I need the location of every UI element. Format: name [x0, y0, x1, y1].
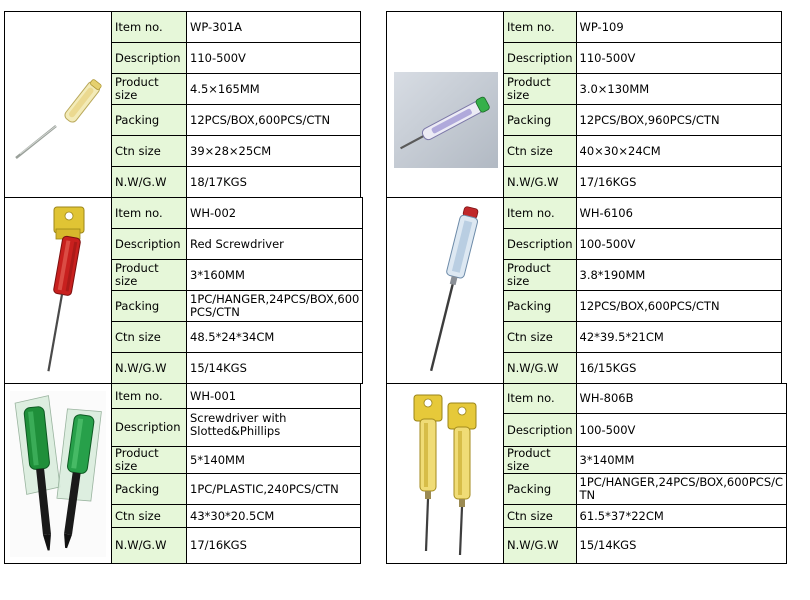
packing-label: Packing	[504, 105, 577, 136]
nw-gw-label: N.W/G.W	[112, 167, 187, 198]
purple-voltage-tester-pen-image	[390, 30, 500, 180]
yellow-tester-pair-on-hangers-image	[390, 389, 500, 559]
nw-gw-label: N.W/G.W	[112, 528, 187, 564]
packing-value: 12PCS/BOX,960PCS/CTN	[576, 105, 781, 136]
product-size-value: 3.0×130MM	[576, 74, 781, 105]
product-size-label: Product size	[504, 260, 577, 291]
packing-label: Packing	[504, 291, 577, 322]
product-size-value: 3*140MM	[576, 447, 787, 474]
ctn-size-label: Ctn size	[504, 136, 577, 167]
packing-label: Packing	[112, 105, 187, 136]
product-image-cell	[5, 12, 112, 198]
ctn-size-value: 61.5*37*22CM	[576, 505, 787, 528]
product-size-value: 5*140MM	[187, 447, 361, 474]
packing-value: 1PC/PLASTIC,240PCS/CTN	[187, 474, 361, 505]
product-block-wh-001	[4, 383, 361, 564]
item-no-label: Item no.	[504, 12, 577, 43]
ctn-size-label: Ctn size	[112, 505, 187, 528]
ctn-size-label: Ctn size	[504, 322, 577, 353]
product-image-cell	[387, 198, 504, 384]
product-block-wh-002	[4, 197, 363, 384]
product-image-cell	[387, 12, 504, 198]
ctn-size-label: Ctn size	[504, 505, 577, 528]
green-screwdriver-pair-image	[8, 389, 108, 559]
item-no-value: WH-806B	[576, 384, 787, 414]
ctn-size-label: Ctn size	[112, 322, 187, 353]
product-size-label: Product size	[112, 74, 187, 105]
product-size-label: Product size	[504, 74, 577, 105]
item-no-value: WH-001	[187, 384, 361, 409]
description-value: 110-500V	[576, 43, 781, 74]
product-block-wh-6106	[386, 197, 782, 384]
nw-gw-label: N.W/G.W	[112, 353, 187, 384]
nw-gw-label: N.W/G.W	[504, 528, 577, 564]
item-no-value: WP-301A	[187, 12, 361, 43]
packing-value: 12PCS/BOX,600PCS/CTN	[187, 105, 361, 136]
description-value: 100-500V	[576, 414, 787, 447]
description-value: Red Screwdriver	[187, 229, 363, 260]
product-image-cell	[5, 384, 112, 564]
product-image-cell	[5, 198, 112, 384]
description-value: 110-500V	[187, 43, 361, 74]
product-size-value: 3*160MM	[187, 260, 363, 291]
item-no-label: Item no.	[504, 384, 577, 414]
product-size-label: Product size	[112, 260, 187, 291]
description-value: 100-500V	[576, 229, 781, 260]
description-value: Screwdriver with Slotted&Phillips	[187, 409, 361, 447]
description-label: Description	[504, 229, 577, 260]
ctn-size-value: 48.5*24*34CM	[187, 322, 363, 353]
packing-value: 1PC/HANGER,24PCS/BOX,600 PCS/CTN	[187, 291, 363, 322]
ctn-size-value: 39×28×25CM	[187, 136, 361, 167]
nw-gw-label: N.W/G.W	[504, 167, 577, 198]
nw-gw-value: 18/17KGS	[187, 167, 361, 198]
description-label: Description	[112, 43, 187, 74]
item-no-value: WH-6106	[576, 198, 781, 229]
product-block-wp-109	[386, 11, 782, 198]
packing-label: Packing	[112, 291, 187, 322]
nw-gw-value: 15/14KGS	[187, 353, 363, 384]
nw-gw-value: 15/14KGS	[576, 528, 787, 564]
product-block-wh-806b	[386, 383, 787, 564]
red-screwdriver-on-hanger-image	[8, 201, 108, 381]
description-label: Description	[112, 409, 187, 447]
ctn-size-value: 42*39.5*21CM	[576, 322, 781, 353]
ctn-size-value: 43*30*20.5CM	[187, 505, 361, 528]
ctn-size-label: Ctn size	[112, 136, 187, 167]
product-size-value: 3.8*190MM	[576, 260, 781, 291]
description-label: Description	[504, 414, 577, 447]
packing-value: 12PCS/BOX,600PCS/CTN	[576, 291, 781, 322]
product-size-value: 4.5×165MM	[187, 74, 361, 105]
item-no-label: Item no.	[112, 384, 187, 409]
product-size-label: Product size	[112, 447, 187, 474]
product-block-wp-301a	[4, 11, 361, 198]
item-no-value: WH-002	[187, 198, 363, 229]
product-size-label: Product size	[504, 447, 577, 474]
nw-gw-value: 16/15KGS	[576, 353, 781, 384]
nw-gw-value: 17/16KGS	[576, 167, 781, 198]
packing-value: 1PC/HANGER,24PCS/BOX,600PCS/C TN	[576, 474, 787, 505]
clear-voltage-tester-screwdriver-image	[8, 30, 108, 180]
item-no-value: WP-109	[576, 12, 781, 43]
item-no-label: Item no.	[112, 12, 187, 43]
ctn-size-value: 40×30×24CM	[576, 136, 781, 167]
product-image-cell	[387, 384, 504, 564]
long-voltage-tester-screwdriver-image	[390, 201, 500, 381]
packing-label: Packing	[112, 474, 187, 505]
item-no-label: Item no.	[504, 198, 577, 229]
nw-gw-label: N.W/G.W	[504, 353, 577, 384]
packing-label: Packing	[504, 474, 577, 505]
description-label: Description	[112, 229, 187, 260]
item-no-label: Item no.	[112, 198, 187, 229]
description-label: Description	[504, 43, 577, 74]
nw-gw-value: 17/16KGS	[187, 528, 361, 564]
